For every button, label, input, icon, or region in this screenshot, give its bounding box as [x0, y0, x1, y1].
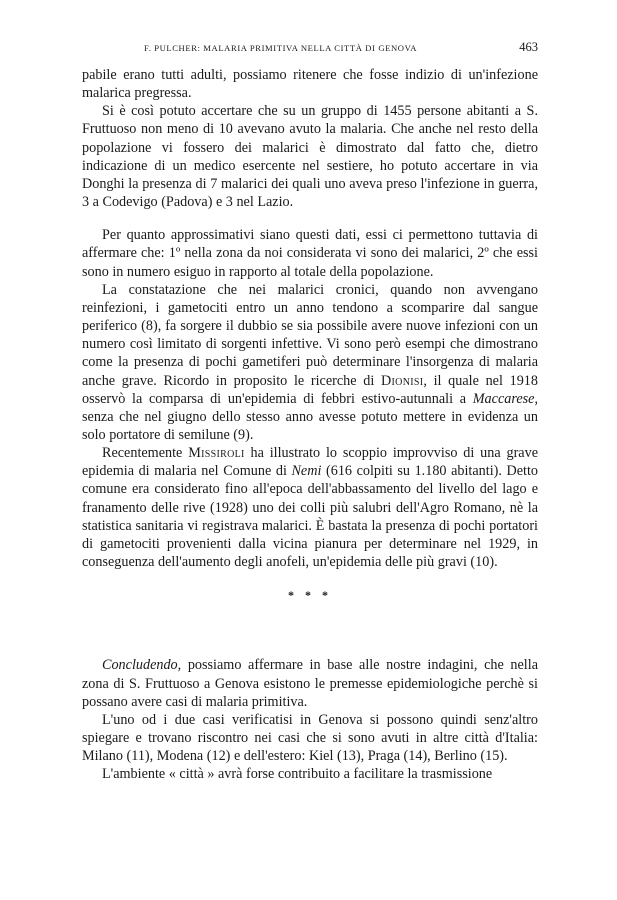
paragraph-2 [82, 102, 538, 211]
running-head: F. PULCHER: MALARIA PRIMITIVA NELLA CITTÀ DI GENOVA [144, 43, 418, 53]
author-dionisi: Dionisi [381, 372, 424, 389]
paragraph-4-text-middle: , il quale nel 1918 osservò la comparsa di un'epidemia di febbri estivo-autunnali a [82, 372, 538, 407]
paragraph-3-text: Per quanto approssimativi siano questi dati, essi ci permettono tuttavia di affermare che: 1º nella zona da noi considerata vi sono dei malarici, 2º che essi sono in numero esiguo in rapporto al totale della popolazione. [82, 227, 538, 280]
paragraph-6-text: possiamo affermare in base alle nostre indagini, che nella zona di S. Fruttuoso a Genova esistono le premesse epidemiologiche perchè si possano avere casi di malaria primitiva. [82, 657, 538, 710]
place-nemi: Nemi [291, 463, 322, 480]
page-header [82, 40, 538, 58]
paragraph-6-lead: Concludendo, [102, 657, 182, 674]
paragraph-8-text: L'ambiente « città » avrà forse contribuito a facilitare la trasmissione [102, 766, 493, 783]
author-missiroli: Missiroli [188, 445, 245, 462]
paragraph-7 [82, 711, 538, 765]
paragraph-5-text-after: (616 colpiti su 1.180 abitanti). Detto comune era considerato fino all'epoca dell'abbassamento del livello del lago e franamento delle rive (1928) uno dei colli più salubri dell'Agro Romano, nè la statistica sanitaria vi registrava malarici. È bastata la presenza di pochi portatori di gametociti provenienti dalla vicina pianura per determinare nel 1929, in conseguenza dell'aumento degli anofeli, un'epidemia delle più gravi (10). [82, 463, 539, 571]
paragraph-1-text: pabile erano tutti adulti, possiamo ritenere che fosse indizio di un'infezione malarica pregressa. [82, 67, 538, 102]
paragraph-6 [82, 656, 538, 710]
page-number: 463 [519, 40, 538, 54]
place-maccarese: Maccarese [472, 390, 535, 407]
paragraph-5-text-start: Recentemente [102, 445, 189, 462]
paragraph-4-text-before: La constatazione che nei malarici cronici, quando non avvengano reinfezioni, i gametociti entro un anno tendono a scomparire dal sangue periferico (8), fa sorgere il dubbio se sia possibile avere nuove infezioni con un numero così limitato di sorgenti infettive. Vi sono però esempi che dimostrano come la presenza di pochi gametiferi può determinare l'insorgenza di malaria anche grave. Ricordo in proposito le ricerche di [82, 281, 538, 389]
paragraph-2-text: Si è così potuto accertare che su un gruppo di 1455 persone abitanti a S. Fruttuoso non meno di 10 avevano avuto la malaria. Che anche nel resto della popolazione vi fossero dei malarici è dimostrato dal fatto che, dietro indicazione di un medico esercente nel sestiere, ho potuto accertare in via Donghi la presenza di 7 malarici dei quali uno aveva preso l'infezione in guerra, 3 a Codevigo (Padova) e 3 nel Lazio. [82, 103, 538, 211]
article-body [82, 66, 538, 783]
paragraph-5 [82, 444, 538, 571]
paragraph-1 [82, 66, 538, 102]
paragraph-5-text-before: ha illustrato lo scoppio improvviso di una grave epidemia di malaria nel Comune di [82, 445, 538, 480]
paragraph-4 [82, 281, 538, 444]
paragraph-4-text-after: , senza che nel giugno dello stesso anno avesse potuto mettere in evidenza un solo portatore di semilune (9). [82, 390, 538, 443]
paragraph-3 [82, 226, 538, 280]
section-separator: * * * [288, 588, 332, 603]
paragraph-7-text: L'uno od i due casi verificatisi in Genova si possono quindi senz'altro spiegare e trovano riscontro nei casi che si sono avuti in altre città d'Italia: Milano (11), Modena (12) e dell'estero: Kiel (13), Praga (14), Berlino (15). [82, 711, 538, 765]
paragraph-8 [82, 765, 538, 783]
